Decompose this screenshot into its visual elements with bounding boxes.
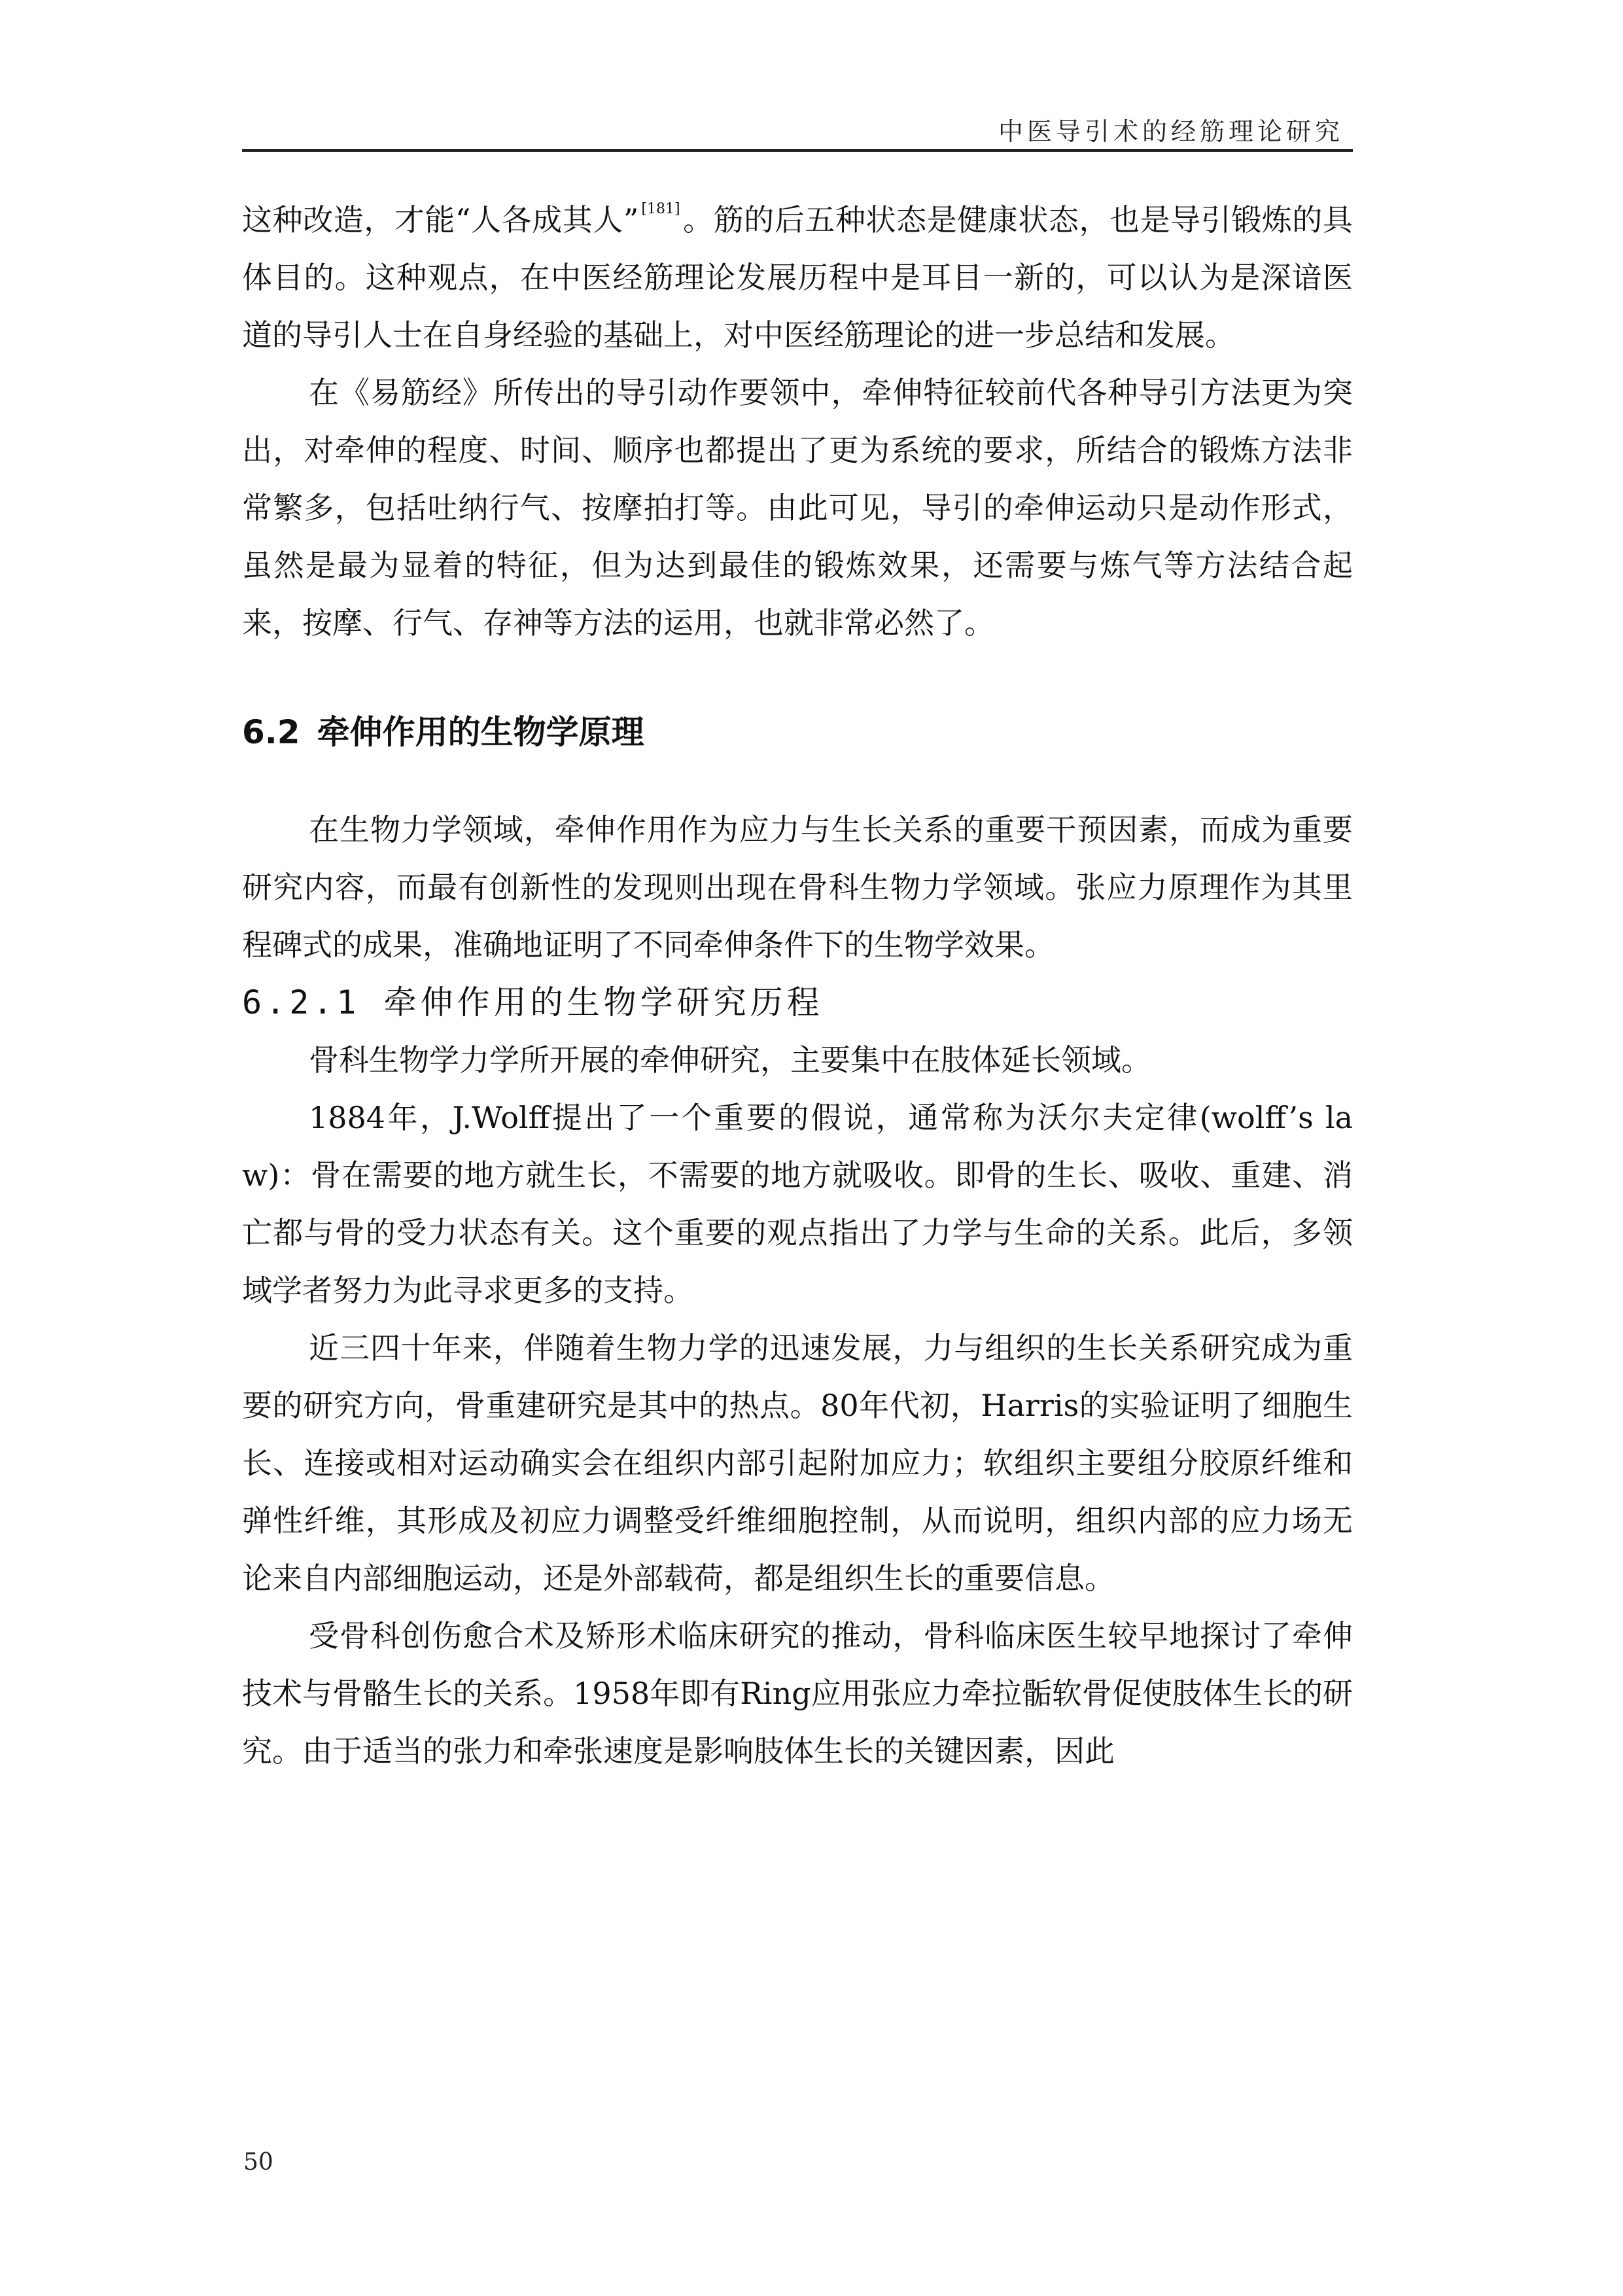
paragraph-2: 在《易筋经》所传出的导引动作要领中，牵伸特征较前代各种导引方法更为突出，对牵伸的程度、时间、顺序也都提出了更为系统的要求，所结合的锻炼方法非常繁多，包括吐纳行气、按摩拍打等。由此可见，导引的牵伸运动只是动作形式，虽然是最为显着的特征，但为达到最佳的锻炼效果，还需要与炼气等方法结合起来，按摩、行气、存神等方法的运用，也就非常必然了。 [242,375,1353,641]
paragraph-1-text-cont: 。筋的后五种状态是健康状态，也是导引锻炼的具体目的。这种观点，在中医经筋理论发展历程中是耳目一新的，可以认为是深谙医道的导引人士在自身经验的基础上，对中医经筋理论的进一步总结和发展。 [242,202,1353,353]
section-intro-paragraph: 在生物力学领域，牵伸作用作为应力与生长关系的重要干预因素，而成为重要研究内容，而最有创新性的发现则出现在骨科生物力学领域。张应力原理作为其里程碑式的成果，准确地证明了不同牵伸条件下的生物学效果。 [242,812,1353,963]
paragraph-1 [242,191,1353,364]
paragraph-5: 近三四十年来，伴随着生物力学的迅速发展，力与组织的生长关系研究成为重要的研究方向，骨重建研究是其中的热点。80年代初，Harris的实验证明了细胞生长、连接或相对运动确实会在组织内部引起附加应力；软组织主要组分胶原纤维和弹性纤维，其形成及初应力调整受纤维细胞控制，从而说明，组织内部的应力场无论来自内部细胞运动，还是外部载荷，都是组织生长的重要信息。 [242,1330,1353,1596]
page-body [242,191,1353,1780]
section-heading [242,709,1353,755]
section-title: 牵伸作用的生物学原理 [317,713,644,751]
section-number: 6.2 [242,713,300,751]
running-header-title: 中医导引术的经筋理论研究 [998,117,1344,146]
paragraph-4: 1884年，J.Wolff提出了一个重要的假说，通常称为沃尔夫定律(wolff’s law)：骨在需要的地方就生长，不需要的地方就吸收。即骨的生长、吸收、重建、消亡都与骨的受力状态有关。这个重要的观点指出了力学与生命的关系。此后，多领域学者努力为此寻求更多的支持。 [242,1100,1353,1308]
subsection-heading: 6.2.1 牵伸作用的生物学研究历程 [242,983,824,1021]
citation-181[interactable]: [181] [641,201,680,217]
running-header [242,111,1353,152]
paragraph-1-text: 这种改造，才能“人各成其人” [242,202,639,238]
paragraph-6: 受骨科创伤愈合术及矫形术临床研究的推动，骨科临床医生较早地探讨了牵伸技术与骨骼生长的关系。1958年即有Ring应用张应力牵拉骺软骨促使肢体生长的研究。由于适当的张力和牵张速度是影响肢体生长的关键因素，因此 [242,1618,1353,1769]
paragraph-3: 骨科生物学力学所开展的牵伸研究，主要集中在肢体延长领域。 [309,1042,1151,1078]
page-number: 50 [243,2149,273,2176]
